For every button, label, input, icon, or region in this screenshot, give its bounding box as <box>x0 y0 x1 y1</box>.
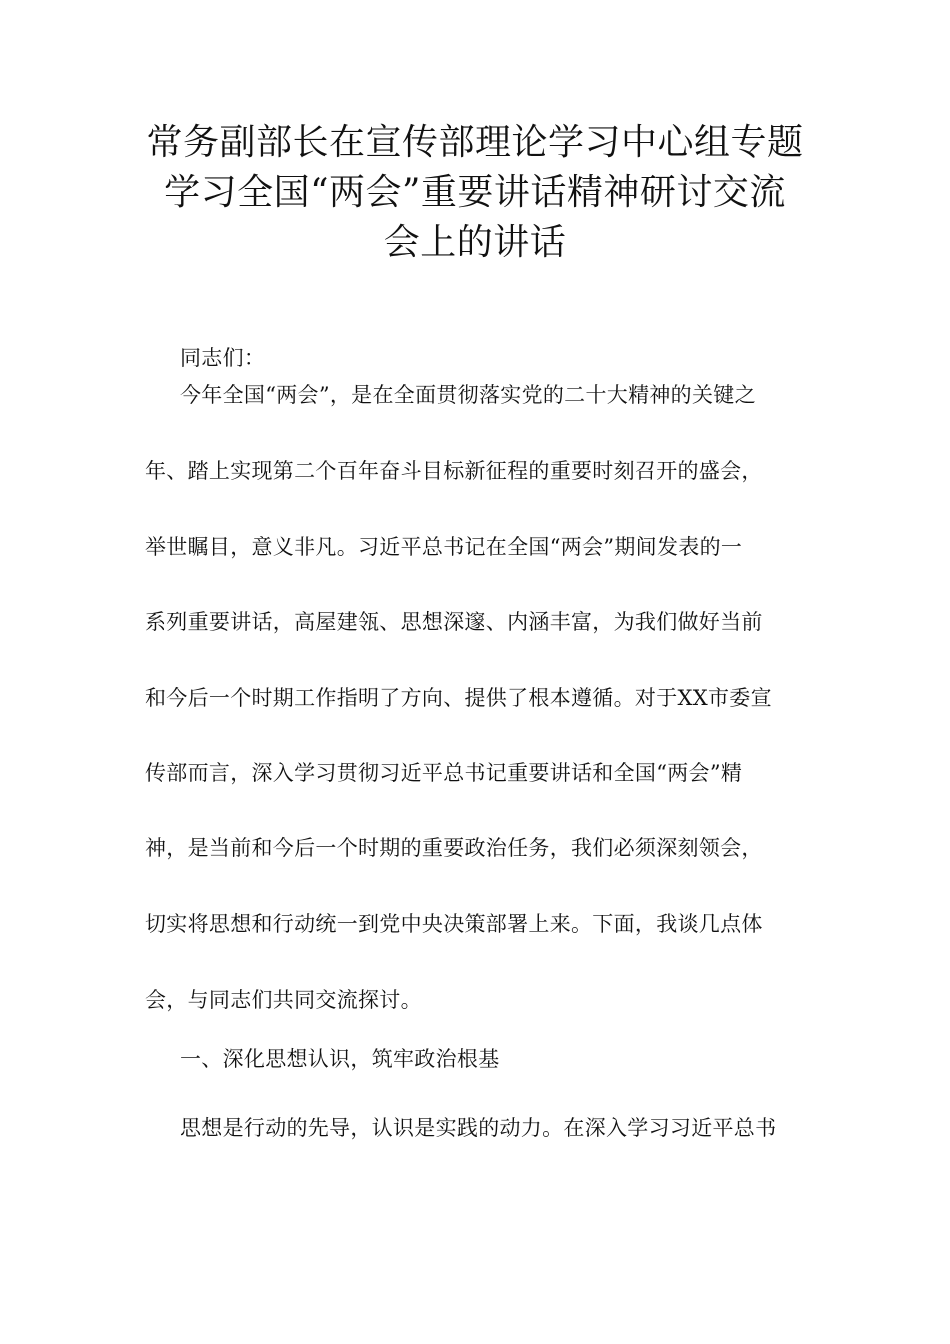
document-title <box>140 118 810 268</box>
section-heading: 一、深化思想认识，筑牢政治根基 <box>180 1047 500 1071</box>
paragraph-line: 思想是行动的先导，认识是实践的动力。在深入学习习近平总书 <box>180 1116 777 1140</box>
salutation: 同志们： <box>180 346 266 370</box>
paragraph-line: 神，是当前和今后一个时期的重要政治任务，我们必须深刻领会， <box>145 836 763 860</box>
paragraph-line: 切实将思想和行动统一到党中央决策部署上来。下面，我谈几点体 <box>145 912 763 936</box>
paragraph-line: 会，与同志们共同交流探讨。 <box>145 988 422 1012</box>
title-line-1: 常务副部长在宣传部理论学习中心组专题 <box>146 122 804 163</box>
paragraph-line: 系列重要讲话，高屋建瓴、思想深邃、内涵丰富，为我们做好当前 <box>145 610 763 634</box>
title-line-2: 学习全国“两会”重要讲话精神研讨交流 <box>164 172 786 213</box>
paragraph-line: 今年全国“两会”，是在全面贯彻落实党的二十大精神的关键之 <box>180 383 756 407</box>
paragraph-line: 和今后一个时期工作指明了方向、提供了根本遵循。对于XX市委宣 <box>145 686 772 710</box>
paragraph-line: 举世瞩目，意义非凡。习近平总书记在全国“两会”期间发表的一 <box>145 535 743 559</box>
paragraph-line: 传部而言，深入学习贯彻习近平总书记重要讲话和全国“两会”精 <box>145 761 743 785</box>
paragraph-line: 年、踏上实现第二个百年奋斗目标新征程的重要时刻召开的盛会， <box>145 459 763 483</box>
title-line-3: 会上的讲话 <box>383 222 567 263</box>
